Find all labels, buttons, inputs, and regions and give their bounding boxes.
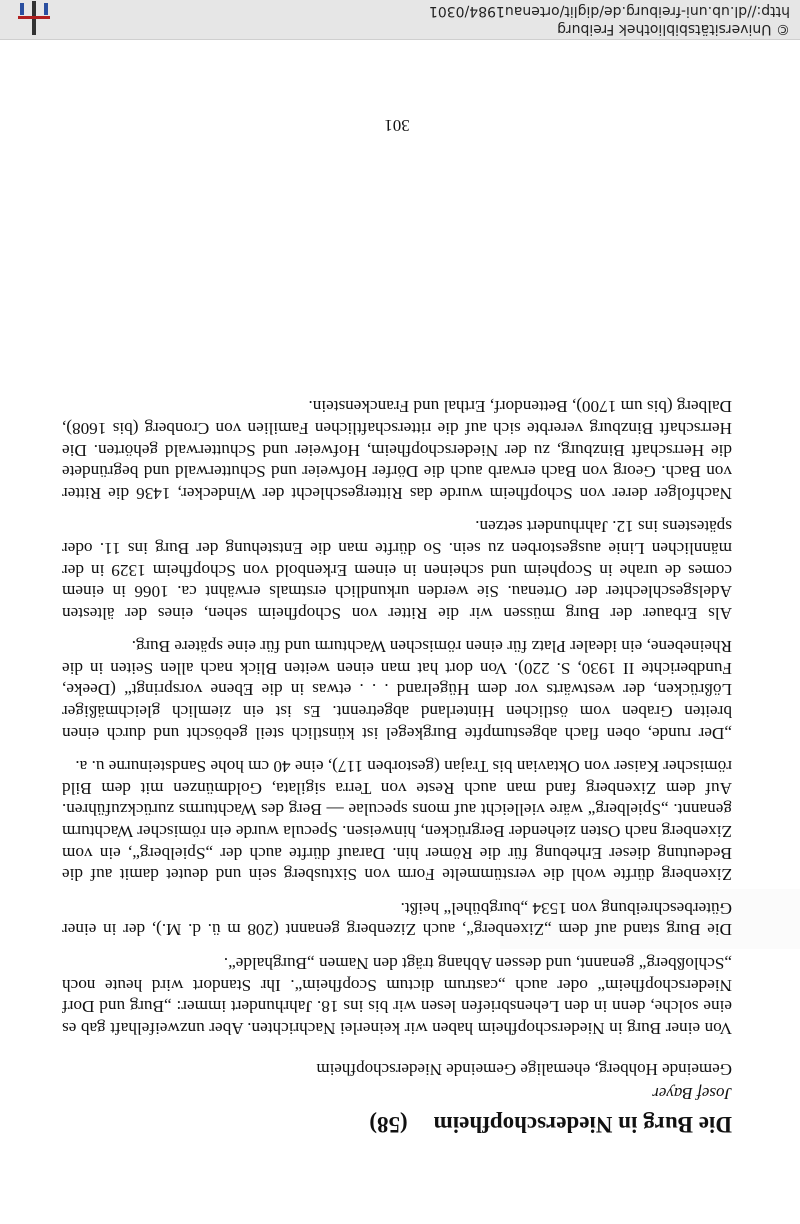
source-url-link[interactable]: http://dl.ub.uni-freiburg.de/diglit/ortenau1984/0301 xyxy=(428,3,790,19)
page-number: 301 xyxy=(384,116,410,135)
footer-bar xyxy=(0,0,800,40)
author-name: Josef Bayer xyxy=(652,1084,732,1103)
document-body xyxy=(62,116,732,1138)
paragraph-5: Als Erbauer der Burg müssen wir die Ritter von Schopfheim sehen, eines der ältesten Adelsgeschlechter der Ortenau. Sie werden urkundlich erstmals erwähnt ca. 1066 in einem comes de urahe in Scopheim und scheinen in einem Erkenbold von Schopfheim 1329 in der männlichen Linie ausgestorben zu sein. So dürfte man die Entstehung der Burg ins 11. oder spätestens ins 12. Jahrhundert setzen. xyxy=(62,517,732,623)
copyright-notice: © Universitätsbibliothek Freiburg xyxy=(557,21,790,37)
paragraph-6: Nachfolger derer von Schopfheim wurde das Rittergeschlecht der Windecker, 1436 die Ritter von Bach. Georg von Bach erwarb auch die Dörfer Hofweier und Schutterwald und begründete die Herrschaft Binzburg, zu der Niederschopfheim, Hofweier und Schutterwald gehörten. Die Herrschaft Binzburg vererbte sich auf die ritterschaftlichen Familien von Cronberg (bis 1608), Dalberg (bis um 1700), Bettendorf, Erthal und Franckenstein. xyxy=(62,397,732,503)
library-logo-icon xyxy=(14,1,54,35)
article-number: (58) xyxy=(369,1112,408,1137)
paragraph-2: Die Burg stand auf dem „Zixenberg“, auch Zizenberg genannt (208 m ü. d. M.), der in einer Güterbeschreibung von 1534 „burgbühel“ heißt. xyxy=(62,898,732,940)
article-title xyxy=(62,1110,732,1138)
article-title-text: Die Burg in Niederschopfheim xyxy=(433,1112,732,1137)
paragraph-3: Zixenberg dürfte wohl die verstümmelte Form von Sixtusberg sein und deutet damit auf die Bedeutung dieser Erhebung für die Römer hin. Darauf dürfte auch der „Spielberg“, ein vom Zixenberg nach Osten ziehender Bergrücken, hinweisen. Specula wurde ein römischer Wachturm genannt. „Spielberg“ wäre vielleicht auf mons speculae — Berg des Wachturms zurückzuführen. Auf dem Zixenberg fand man auch Reste von Terra sigilata, Goldmünzen mit dem Bild römischer Kaiser von Oktavian bis Trajan (gestorben 117), eine 40 cm hohe Sandsteinurne u. a. xyxy=(62,757,732,885)
paragraph-4: „Der runde, oben flach abgestumpfte Burgkegel ist künstlich steil geböscht und durch einen breiten Graben vom östlichen Hinterland abgetrennt. Es ist ein ziemlich gleichmäßiger Lößrücken, der westwärts vor dem Hügelrand . . . etwas in die Ebene vorspringt“ (Deeke, Fundberichte II 1930, S. 220). Von dort hat man einen weiten Blick nach allen Seiten in die Rheinebene, ein idealer Platz für einen römischen Wachturm und für eine spätere Burg. xyxy=(62,637,732,743)
article-subtitle: Gemeinde Hohberg, ehemalige Gemeinde Niederschopfheim xyxy=(316,1060,732,1080)
paragraph-1: Von einer Burg in Niederschopfheim haben wir keinerlei Nachrichten. Aber unzweifelhaft gab es eine solche, denn in den Lehensbriefen lesen wir bis ins 18. Jahrhundert immer: „Burg und Dorf Niederschopfheim“ oder auch „castrum dictum Scopfheim“. Ihr Standort wird heute noch „Schloßberg“ genannt, und dessen Abhang trägt den Namen „Burghalde“. xyxy=(62,954,732,1038)
